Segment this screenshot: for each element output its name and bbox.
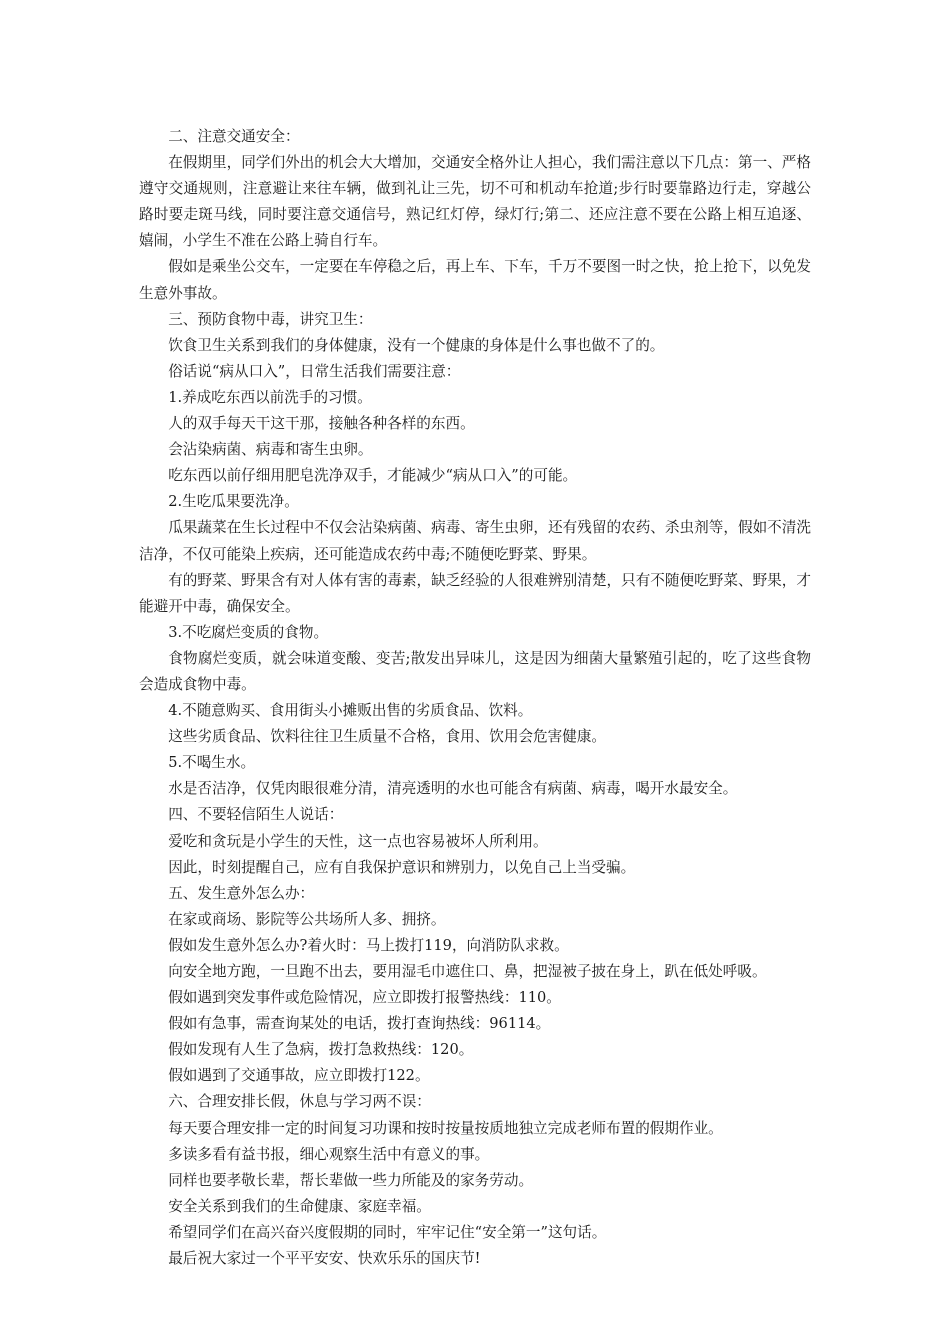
paragraph: 饮食卫生关系到我们的身体健康，没有一个健康的身体是什么事也做不了的。 <box>168 336 665 354</box>
paragraph: 假如遇到了交通事故，应立即拨打122。 <box>168 1067 430 1085</box>
list-item: 1.养成吃东西以前洗手的习惯。 <box>168 388 372 406</box>
document-body <box>139 124 811 1272</box>
paragraph: 俗话说“病从口入”，日常生活我们需要注意： <box>168 362 461 380</box>
section-heading-emergency: 五、发生意外怎么办： <box>168 884 315 902</box>
paragraph: 在假期里，同学们外出的机会大大增加，交通安全格外让人担心，我们需注意以下几点：第一、严格遵守交通规则，注意避让来往车辆，做到礼让三先，切不可和机动车抢道;步行时要靠路边行走，穿越公路时要走斑马线，同时要注意交通信号，熟记红灯停，绿灯行;第二、还应注意不要在公路上相互追逐、嬉闹，小学生不准在公路上骑自行车。 <box>139 154 811 250</box>
paragraph: 希望同学们在高兴奋兴度假期的同时，牢牢记住“安全第一”这句话。 <box>168 1223 607 1241</box>
paragraph: 爱吃和贪玩是小学生的天性，这一点也容易被坏人所利用。 <box>168 832 548 850</box>
section-heading-holiday: 六、合理安排长假，休息与学习两不误： <box>168 1093 431 1111</box>
section-heading-food: 三、预防食物中毒，讲究卫生： <box>168 310 373 328</box>
list-item: 4.不随意购买、食用街头小摊贩出售的劣质食品、饮料。 <box>168 702 533 720</box>
section-heading-strangers: 四、不要轻信陌生人说话： <box>168 806 344 824</box>
paragraph: 假如发生意外怎么办?着火时：马上拨打119，向消防队求救。 <box>168 936 569 954</box>
paragraph: 食物腐烂变质，就会味道变酸、变苦;散发出异味儿，这是因为细菌大量繁殖引起的，吃了这些食物会造成食物中毒。 <box>139 649 811 693</box>
list-item: 2.生吃瓜果要洗净。 <box>168 493 299 511</box>
section-heading-traffic: 二、注意交通安全： <box>168 128 300 145</box>
paragraph: 人的双手每天干这干那，接触各种各样的东西。 <box>168 415 475 433</box>
paragraph: 在家或商场、影院等公共场所人多、拥挤。 <box>168 910 446 928</box>
paragraph: 瓜果蔬菜在生长过程中不仅会沾染病菌、病毒、寄生虫卵，还有残留的农药、杀虫剂等，假如不清洗洁净，不仅可能染上疾病，还可能造成农药中毒;不随便吃野菜、野果。 <box>139 519 811 563</box>
paragraph: 每天要合理安排一定的时间复习功课和按时按量按质地独立完成老师布置的假期作业。 <box>168 1119 723 1137</box>
paragraph: 水是否洁净，仅凭肉眼很难分清，清亮透明的水也可能含有病菌、病毒，喝开水最安全。 <box>168 780 738 798</box>
list-item: 5.不喝生水。 <box>168 754 256 772</box>
paragraph: 假如有急事，需查询某处的电话，拨打查询热线：96114。 <box>168 1015 551 1033</box>
paragraph: 安全关系到我们的生命健康、家庭幸福。 <box>168 1197 431 1215</box>
paragraph: 会沾染病菌、病毒和寄生虫卵。 <box>168 441 373 459</box>
paragraph: 有的野菜、野果含有对人体有害的毒素，缺乏经验的人很难辨别清楚，只有不随便吃野菜、野果，才能避开中毒，确保安全。 <box>139 571 811 615</box>
paragraph: 向安全地方跑，一旦跑不出去，要用湿毛巾遮住口、鼻，把湿被子披在身上，趴在低处呼吸。 <box>168 963 767 980</box>
paragraph: 假如是乘坐公交车，一定要在车停稳之后，再上车、下车，千万不要图一时之快，抢上抢下，以免发生意外事故。 <box>139 258 811 302</box>
paragraph: 假如遇到突发事件或危险情况，应立即拨打报警热线：110。 <box>168 989 561 1007</box>
list-item: 3.不吃腐烂变质的食物。 <box>168 623 329 641</box>
paragraph: 假如发现有人生了急病，拨打急救热线：120。 <box>168 1041 474 1059</box>
paragraph: 这些劣质食品、饮料往往卫生质量不合格，食用、饮用会危害健康。 <box>168 728 607 746</box>
paragraph: 最后祝大家过一个平平安安、快欢乐乐的国庆节! <box>168 1250 481 1268</box>
paragraph: 吃东西以前仔细用肥皂洗净双手，才能减少“病从口入”的可能。 <box>168 467 578 485</box>
paragraph: 同样也要孝敬长辈，帮长辈做一些力所能及的家务劳动。 <box>168 1171 534 1189</box>
paragraph: 多读多看有益书报，细心观察生活中有意义的事。 <box>168 1145 490 1163</box>
paragraph: 因此，时刻提醒自己，应有自我保护意识和辨别力，以免自己上当受骗。 <box>168 858 636 876</box>
